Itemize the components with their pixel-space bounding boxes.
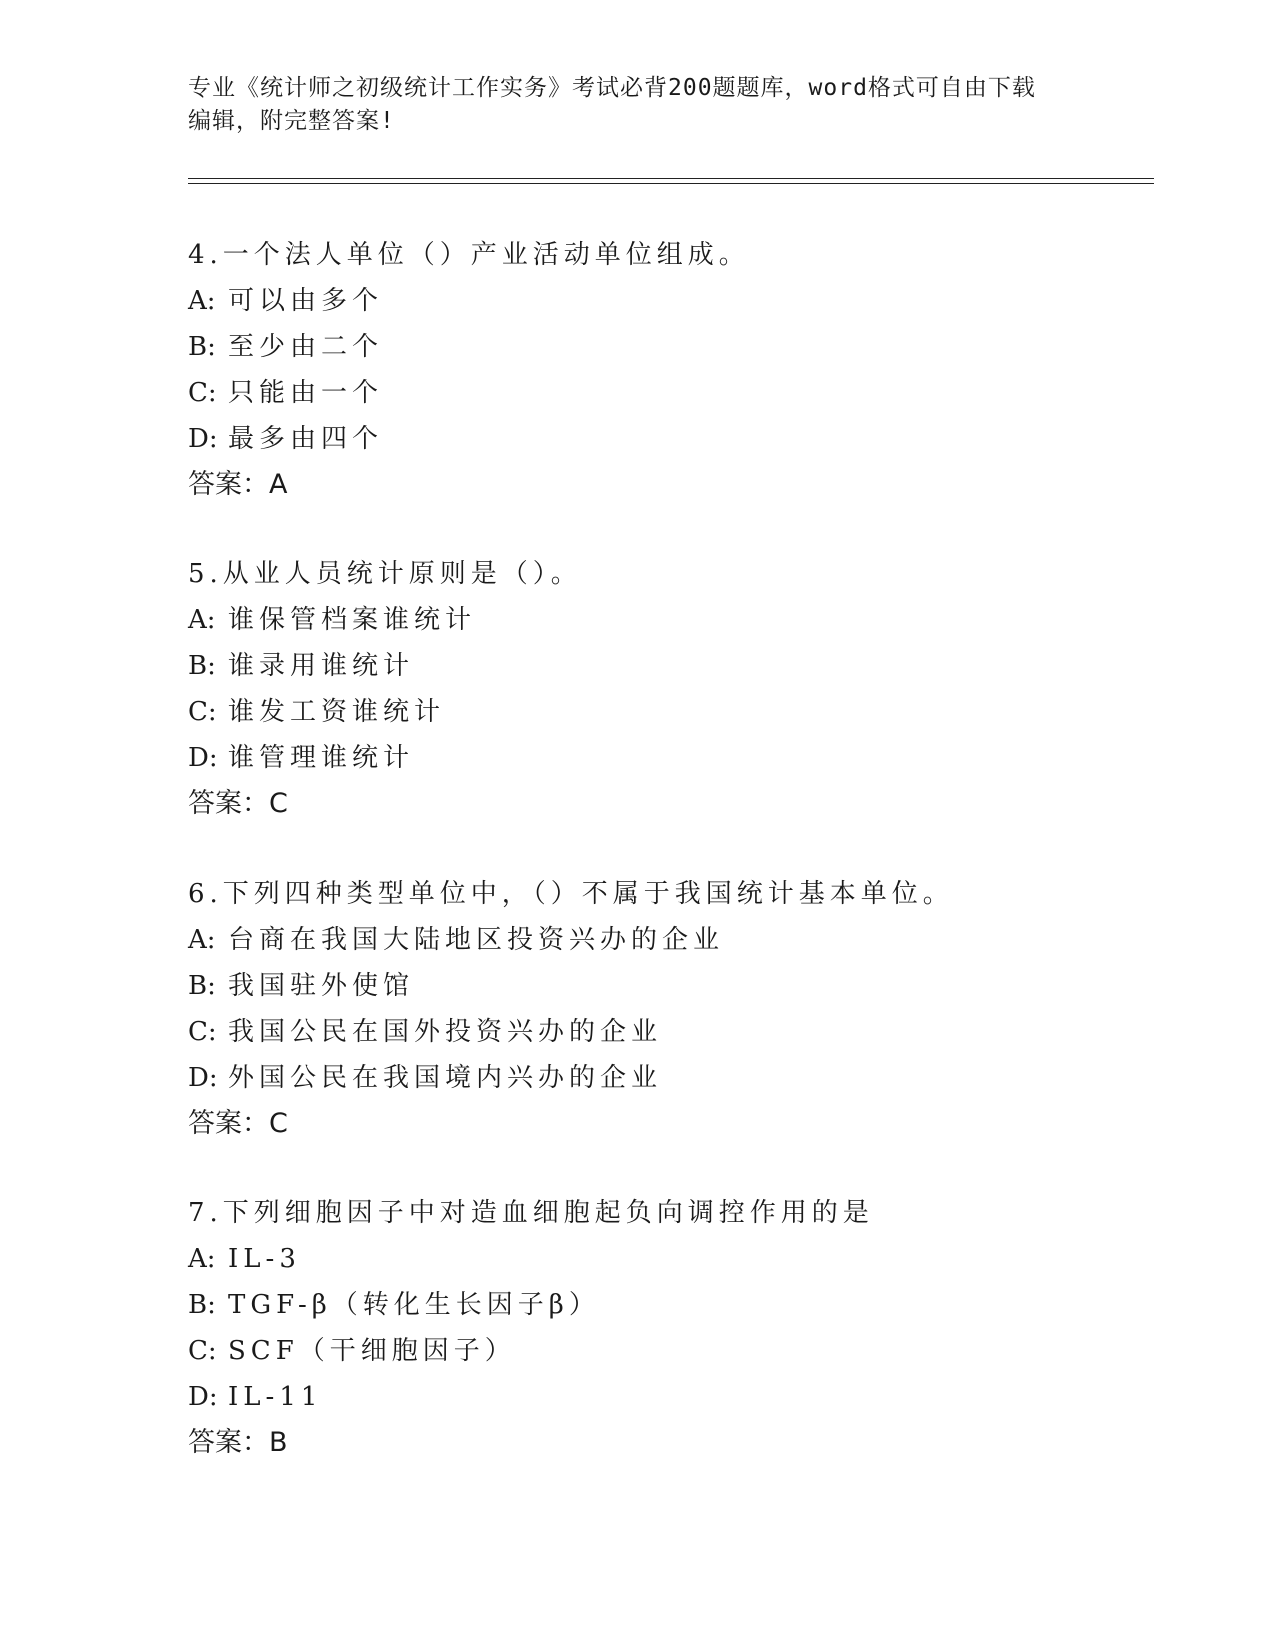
question-block (188, 551, 1148, 827)
option-text: 外国公民在我国境内兴办的企业 (228, 1063, 663, 1093)
option-b (188, 324, 1148, 370)
option-text: 台商在我国大陆地区投资兴办的企业 (228, 925, 725, 955)
option-key: B: (188, 971, 216, 1001)
question-stem: 7.下列细胞因子中对造血细胞起负向调控作用的是 (188, 1198, 874, 1228)
option-key: B: (188, 332, 216, 362)
option-key: C: (188, 697, 217, 727)
option-d (188, 416, 1148, 462)
header-line-1: 专业《统计师之初级统计工作实务》考试必背200题题库，word格式可自由下载 (188, 75, 1036, 101)
option-text: 只能由一个 (228, 378, 384, 408)
option-text: 我国驻外使馆 (228, 971, 415, 1001)
option-key: D: (188, 743, 218, 773)
option-key: A: (188, 1244, 216, 1274)
question-stem: 5.从业人员统计原则是（）。 (188, 559, 582, 589)
option-b (188, 963, 1148, 1009)
option-text: 谁保管档案谁统计 (228, 605, 477, 635)
option-a (188, 597, 1148, 643)
option-b (188, 643, 1148, 689)
option-c (188, 1009, 1148, 1055)
option-a (188, 917, 1148, 963)
question-stem: 4.一个法人单位（）产业活动单位组成。 (188, 240, 750, 270)
document-header (188, 72, 1088, 138)
option-text: 至少由二个 (228, 332, 384, 362)
answer-line: 答案：A (188, 469, 288, 500)
option-d (188, 1374, 1148, 1420)
option-c (188, 370, 1148, 416)
option-text: IL-3 (228, 1244, 301, 1274)
option-key: A: (188, 925, 216, 955)
answer-line: 答案：B (188, 1427, 288, 1458)
option-d (188, 1055, 1148, 1101)
option-text: 我国公民在国外投资兴办的企业 (228, 1017, 663, 1047)
option-text: TGF-β（转化生长因子β） (228, 1290, 600, 1320)
answer-line: 答案：C (188, 788, 288, 819)
option-a (188, 278, 1148, 324)
question-block (188, 1190, 1148, 1466)
option-text: 最多由四个 (228, 424, 384, 454)
option-c (188, 1328, 1148, 1374)
option-key: B: (188, 1290, 216, 1320)
option-key: C: (188, 1336, 217, 1366)
option-b (188, 1282, 1148, 1328)
question-block (188, 871, 1148, 1147)
option-text: IL-11 (228, 1382, 323, 1412)
option-key: B: (188, 651, 216, 681)
option-text: 可以由多个 (228, 286, 384, 316)
option-key: A: (188, 286, 216, 316)
option-key: C: (188, 378, 217, 408)
option-key: D: (188, 424, 218, 454)
option-c (188, 689, 1148, 735)
header-divider-bottom (188, 183, 1154, 184)
option-key: D: (188, 1382, 218, 1412)
option-a (188, 1236, 1148, 1282)
option-text: SCF（干细胞因子） (228, 1336, 516, 1366)
answer-line: 答案：C (188, 1108, 288, 1139)
option-text: 谁管理谁统计 (228, 743, 415, 773)
option-d (188, 735, 1148, 781)
option-text: 谁录用谁统计 (228, 651, 415, 681)
option-key: A: (188, 605, 216, 635)
option-key: C: (188, 1017, 217, 1047)
header-divider-top (188, 178, 1154, 179)
question-block (188, 232, 1148, 508)
question-stem: 6.下列四种类型单位中，（）不属于我国统计基本单位。 (188, 879, 954, 909)
option-key: D: (188, 1063, 218, 1093)
option-text: 谁发工资谁统计 (228, 697, 446, 727)
header-line-2: 编辑，附完整答案! (188, 108, 395, 134)
